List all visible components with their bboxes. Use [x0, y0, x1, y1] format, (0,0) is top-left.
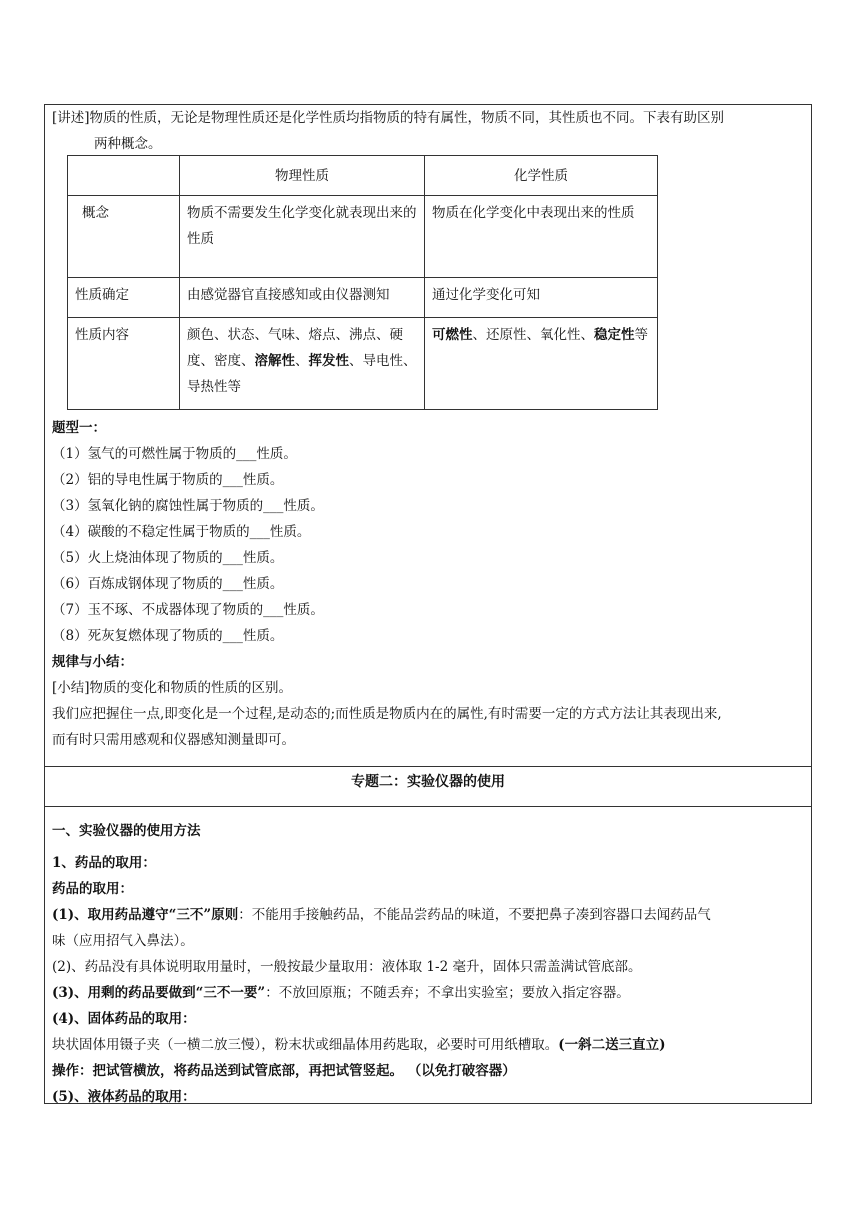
- paragraph-2: (2)、药品没有具体说明取用量时，一般按最少量取用：液体取 1-2 毫升，固体只需盖满试管底部。: [52, 959, 642, 975]
- table-header-row: [68, 156, 658, 196]
- paragraph-1: [52, 905, 711, 925]
- document-frame: [44, 104, 812, 1104]
- text-fragment: 、还原性、氧化性、: [472, 327, 594, 343]
- summary-line-1: [小结]物质的变化和物质的性质的区别。: [52, 680, 293, 696]
- exercise-item: （6）百炼成钢体现了物质的___性质。: [52, 576, 284, 592]
- cell-physical-determination: 由感觉器官直接感知或由仪器测知: [180, 278, 425, 318]
- lecture-line-1: [讲述]物质的性质，无论是物理性质还是化学性质均指物质的特有属性，物质不同，其性质也不同。下表有助区别: [52, 110, 725, 126]
- exercise-title: 题型一：: [52, 420, 106, 436]
- rule-three-no-one-must: (3)、用剩的药品要做到“三不一要”: [52, 985, 266, 1001]
- exercise-item: （4）碳酸的不稳定性属于物质的___性质。: [52, 524, 311, 540]
- properties-table: [67, 155, 658, 410]
- exercise-item: （5）火上烧油体现了物质的___性质。: [52, 550, 284, 566]
- emphasis-stability: 稳定性: [594, 327, 635, 343]
- text-fragment: 、: [295, 353, 309, 369]
- section3-heading: 一、实验仪器的使用方法: [52, 823, 201, 839]
- paragraph-6: 操作：把试管横放，将药品送到试管底部，再把试管竖起。 （以免打破容器）: [52, 1063, 516, 1079]
- table-row: [68, 278, 658, 318]
- subheading-2: 药品的取用：: [52, 881, 133, 897]
- text-fragment: 颜色、状态、气味、熔点、沸点、硬度、密度、: [187, 327, 403, 369]
- section-properties: [45, 105, 811, 765]
- text-fragment: 等: [634, 327, 648, 343]
- exercise-item: （7）玉不琢、不成器体现了物质的___性质。: [52, 602, 324, 618]
- paragraph-1-cont: 味（应用招气入鼻法）。: [52, 933, 194, 949]
- row-label-concept: 概念: [68, 196, 180, 278]
- paragraph-4: (4)、固体药品的取用：: [52, 1011, 196, 1027]
- summary-line-2: 我们应把握住一点,即变化是一个过程,是动态的;而性质是物质内在的属性,有时需要一定的方式方法让其表现出来,: [52, 706, 722, 722]
- summary-line-3: 而有时只需用感观和仪器感知测量即可。: [52, 732, 295, 748]
- cell-chemical-determination: 通过化学变化可知: [425, 278, 658, 318]
- paragraph-5: [52, 1035, 666, 1055]
- table-row: [68, 196, 658, 278]
- rule-three-no: (1)、取用药品遵守“三不”原则: [52, 907, 239, 923]
- text-fragment: ：不能用手接触药品，不能品尝药品的味道，不要把鼻子凑到容器口去闻药品气: [238, 907, 711, 923]
- emphasis-volatility: 挥发性: [308, 353, 349, 369]
- row-label-determination: 性质确定: [68, 278, 180, 318]
- table-row: [68, 318, 658, 410]
- table-header-empty: [68, 156, 180, 196]
- exercise-item: （3）氢氧化钠的腐蚀性属于物质的___性质。: [52, 498, 324, 514]
- table-header-physical: 物理性质: [180, 156, 425, 196]
- section-divider: [45, 806, 811, 807]
- topic2-title: 专题二：实验仪器的使用: [351, 774, 505, 790]
- exercise-item: （2）铝的导电性属于物质的___性质。: [52, 472, 284, 488]
- emphasis-solubility: 溶解性: [254, 353, 295, 369]
- exercise-item: （8）死灰复燃体现了物质的___性质。: [52, 628, 284, 644]
- row-label-content: 性质内容: [68, 318, 180, 410]
- summary-title: 规律与小结：: [52, 654, 133, 670]
- text-fragment: 、导电性、导热性等: [187, 353, 417, 395]
- emphasis-flammability: 可燃性: [432, 327, 473, 343]
- text-fragment: 块状固体用镊子夹（一横二放三慢），粉末状或细晶体用药匙取，必要时可用纸槽取。: [52, 1037, 559, 1053]
- paragraph-7: (5)、液体药品的取用：: [52, 1089, 196, 1105]
- lecture-line-2: 两种概念。: [94, 136, 162, 152]
- cell-physical-concept: 物质不需要发生化学变化就表现出来的性质: [180, 196, 425, 278]
- cell-physical-content: [180, 318, 425, 410]
- table-header-chemical: 化学性质: [425, 156, 658, 196]
- text-fragment: ：不放回原瓶；不随丢弃；不拿出实验室；要放入指定容器。: [265, 985, 630, 1001]
- cell-chemical-concept: 物质在化学变化中表现出来的性质: [425, 196, 658, 278]
- subheading-1: 1、药品的取用：: [52, 855, 156, 871]
- paragraph-3: [52, 983, 630, 1003]
- mnemonic: (一斜二送三直立): [558, 1037, 666, 1053]
- exercise-item: （1）氢气的可燃性属于物质的___性质。: [52, 446, 297, 462]
- cell-chemical-content: [425, 318, 658, 410]
